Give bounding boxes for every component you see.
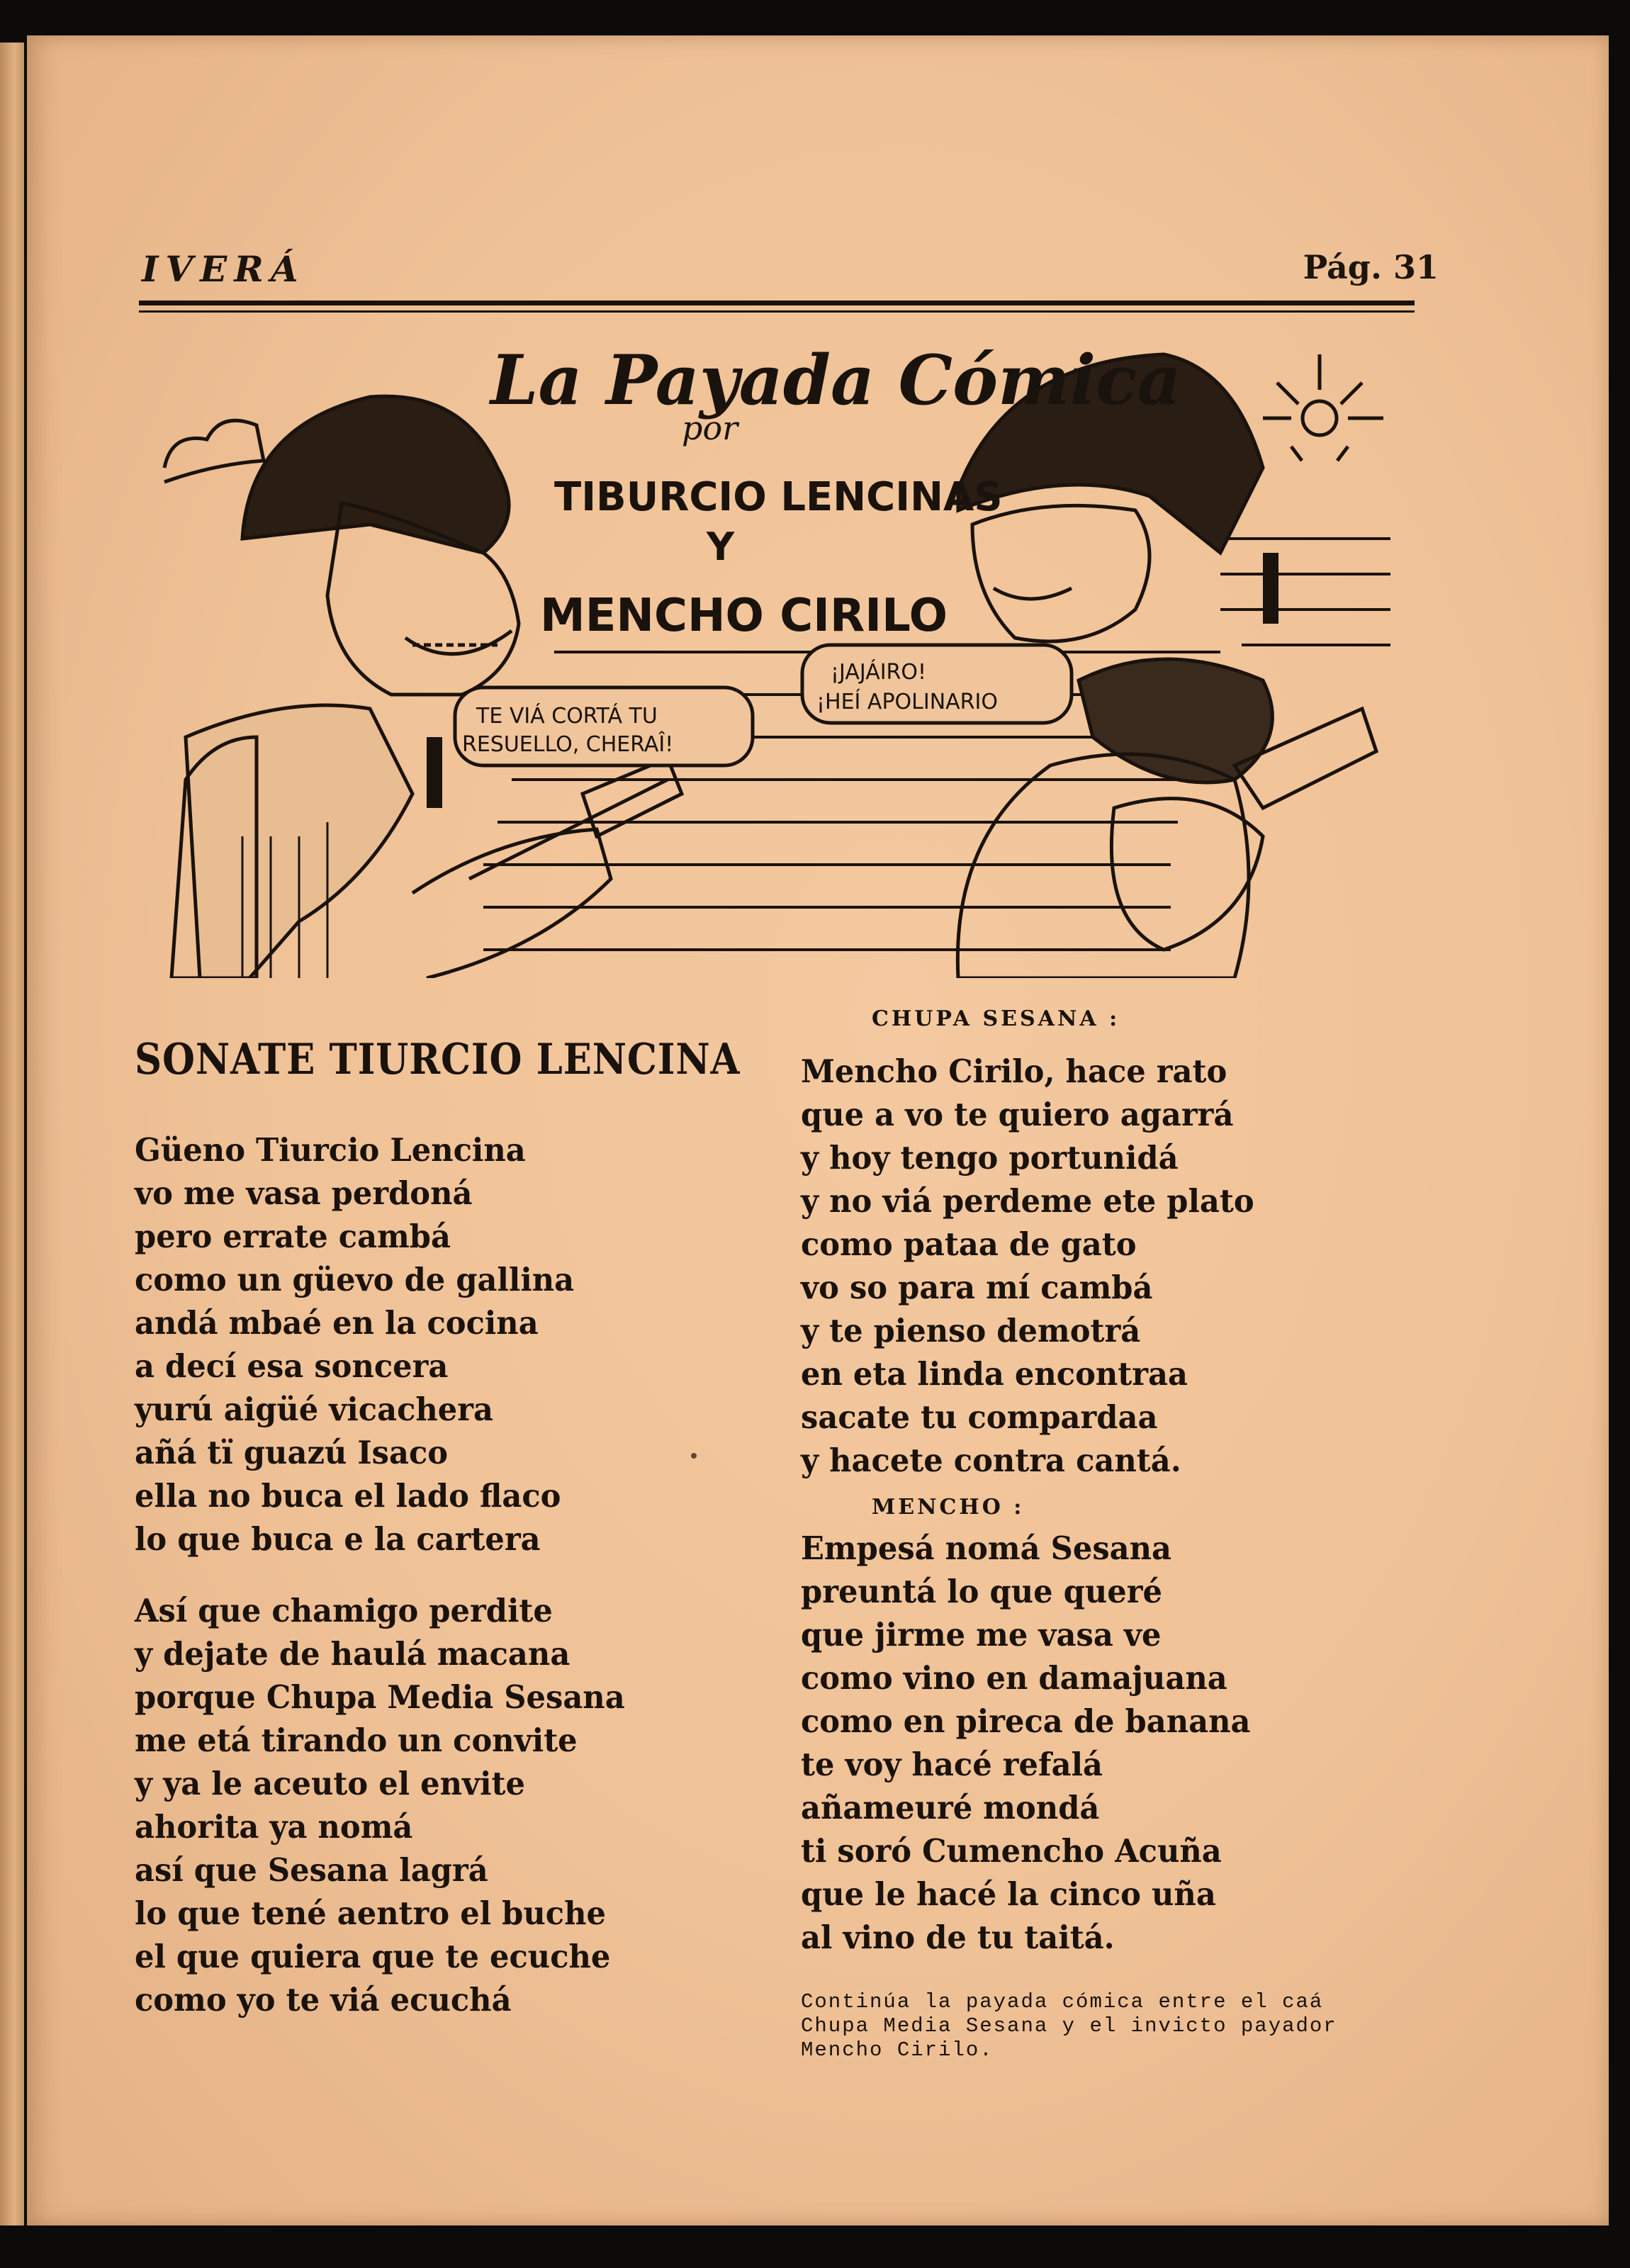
poem-line: como vino en damajuana — [801, 1659, 1227, 1697]
previous-page-edge — [0, 43, 24, 2225]
poem-line: a decí esa soncera — [135, 1347, 449, 1385]
cartoon-title: La Payada Cómica — [490, 340, 1181, 420]
poem-line: ella no buca el lado flaco — [135, 1477, 561, 1515]
poem-line: vo so para mí cambá — [801, 1269, 1153, 1306]
speaker-label-mencho: MENCHO : — [872, 1495, 1025, 1520]
poem-line: el que quiera que te ecuche — [135, 1938, 611, 1975]
poem-line: Así que chamigo perdite — [135, 1592, 553, 1629]
poem-line: y dejate de haulá macana — [135, 1635, 570, 1673]
poem-line: lo que buca e la cartera — [135, 1520, 541, 1558]
magazine-title: IVERÁ — [142, 248, 305, 290]
bubble-left-line-1: TE VIÁ CORTÁ TU — [476, 704, 658, 729]
print-speck — [691, 1453, 697, 1459]
cartoon-name-1: TIBURCIO LENCINAS — [554, 474, 1003, 520]
poem-line: como yo te viá ecuchá — [135, 1981, 512, 2019]
note-line: Chupa Media Sesana y el invicto payador — [801, 2014, 1337, 2038]
left-column — [135, 1021, 787, 2021]
cartoon-name-2: MENCHO CIRILO — [540, 590, 948, 642]
right-column — [801, 1006, 1453, 2062]
poem-line: como en pireca de banana — [801, 1702, 1251, 1740]
speaker-label-chupa: CHUPA SESANA : — [872, 1006, 1120, 1031]
cartoon-illustration — [157, 340, 1390, 978]
bubble-right-line-2: ¡HEÍ APOLINARIO — [816, 690, 998, 714]
poem-line: en eta linda encontraa — [801, 1355, 1188, 1393]
post-right — [1263, 553, 1278, 624]
header-rule-thick — [139, 301, 1415, 305]
poem-title: SONATE TIURCIO LENCINA — [135, 1035, 741, 1084]
sun-icon — [1263, 354, 1383, 461]
poem-line: ti soró Cumencho Acuña — [801, 1832, 1222, 1870]
cartoon-by: por — [682, 409, 738, 447]
poem-line: y no viá perdeme ete plato — [801, 1182, 1254, 1220]
poem-line: al vino de tu taitá. — [801, 1919, 1115, 1956]
poem-line: te voy hacé refalá — [801, 1746, 1103, 1783]
cloud-icon — [164, 420, 264, 482]
post-left — [427, 737, 442, 808]
header-rule-thin — [139, 310, 1415, 313]
page-number: Pág. 31 — [1303, 248, 1439, 286]
poem-line: yurú aigüé vicachera — [135, 1391, 494, 1428]
note-line: Continúa la payada cómica entre el caá — [801, 1990, 1324, 2014]
poem-line: me etá tirando un convite — [135, 1722, 578, 1759]
bubble-left-line-2: RESUELLO, CHERAÎ! — [462, 732, 674, 757]
bubble-right-line-1: ¡JAJÁIRO! — [831, 660, 927, 685]
poem-line: añá tï guazú Isaco — [135, 1434, 449, 1471]
poem-line: andá mbaé en la cocina — [135, 1304, 539, 1342]
continuation-note — [801, 1990, 1453, 2062]
poem-line: así que Sesana lagrá — [135, 1851, 488, 1889]
running-head — [142, 248, 1439, 305]
right-stanza-2 — [801, 1527, 1453, 1959]
cartoon-drawing — [157, 340, 1390, 978]
poem-line: preuntá lo que queré — [801, 1573, 1163, 1610]
poem-line: porque Chupa Media Sesana — [135, 1678, 625, 1716]
poem-line: pero errate cambá — [135, 1218, 451, 1255]
poem-line: que a vo te quiero agarrá — [801, 1096, 1234, 1133]
right-stanza-1 — [801, 1050, 1453, 1482]
poem-line: sacate tu compardaa — [801, 1398, 1158, 1436]
poem-line: como pataa de gato — [801, 1225, 1137, 1263]
left-stanza-2 — [135, 1589, 787, 2021]
poem-line: y hacete contra cantá. — [801, 1442, 1181, 1479]
poem-line: vo me vasa perdoná — [135, 1174, 473, 1212]
poem-line: y te pienso demotrá — [801, 1312, 1141, 1349]
poem-line: añameuré mondá — [801, 1789, 1100, 1826]
poem-line: y ya le aceuto el envite — [135, 1765, 525, 1802]
poem-line: Güeno Tiurcio Lencina — [135, 1131, 526, 1169]
cartoon-name-and: Y — [707, 524, 735, 569]
poem-line: que le hacé la cinco uña — [801, 1875, 1216, 1913]
poem-line: y hoy tengo portunidá — [801, 1139, 1179, 1177]
poem-line: que jirme me vasa ve — [801, 1616, 1162, 1654]
poem-line: Mencho Cirilo, hace rato — [801, 1052, 1227, 1090]
left-stanza-1 — [135, 1128, 787, 1561]
poem-line: ahorita ya nomá — [135, 1808, 413, 1846]
poem-line: lo que tené aentro el buche — [135, 1894, 606, 1932]
note-line: Mencho Cirilo. — [801, 2038, 994, 2062]
poem-line: Empesá nomá Sesana — [801, 1529, 1172, 1567]
poem-line: como un güevo de gallina — [135, 1261, 575, 1298]
